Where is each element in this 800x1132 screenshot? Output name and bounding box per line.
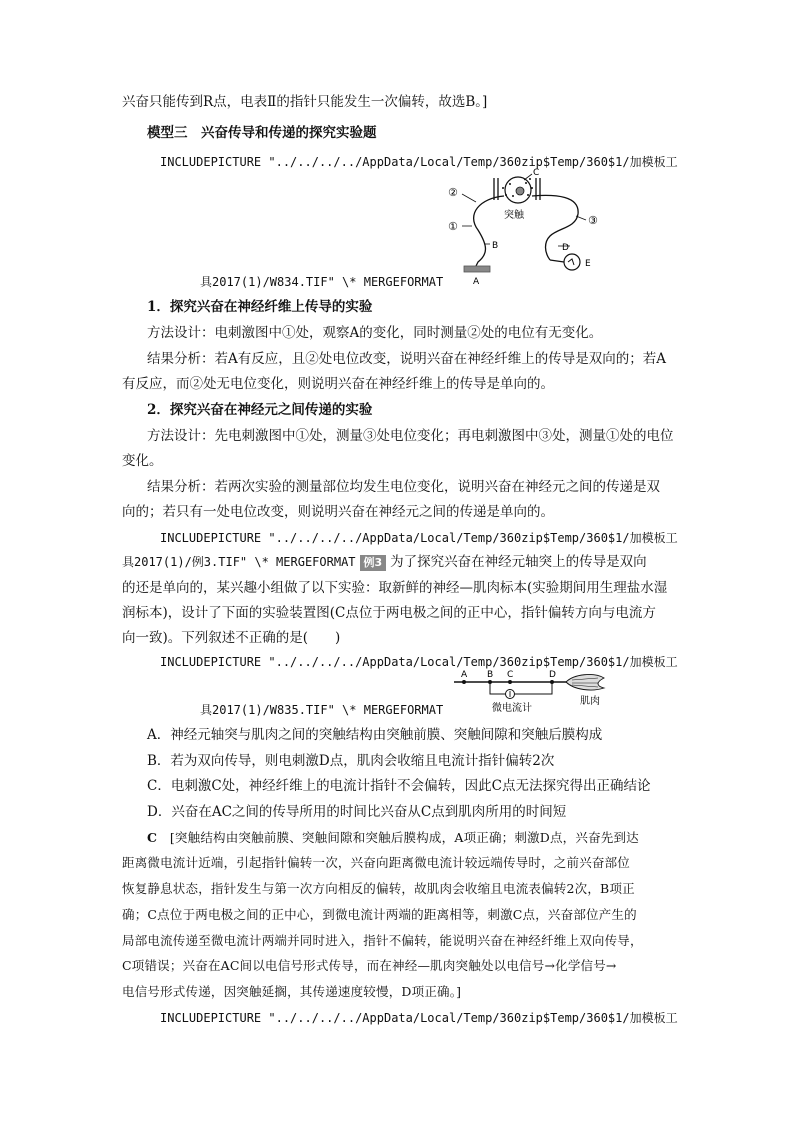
field-code-text: 具2017(1)/例3.TIF" \* MERGEFORMAT	[122, 555, 356, 569]
field-code-line: 具2017(1)/W834.TIF" \* MERGEFORMAT	[200, 275, 444, 289]
subheading-2: 2．探究兴奋在神经元之间传递的实验	[147, 402, 373, 418]
answer-line: 电信号形式传递，因突触延搁，其传递速度较慢，D项正确。]	[122, 984, 462, 999]
text-line: 向的；若只有一处电位改变，则说明兴奋在神经元之间的传递是单向的。	[122, 504, 554, 520]
option-a: A．神经元轴突与肌肉之间的突触结构由突触前膜、突触间隙和突触后膜构成	[147, 727, 603, 743]
field-code-line: INCLUDEPICTURE "../../../../AppData/Local/Temp/360zip$Temp/360$1/加模板工	[160, 155, 678, 169]
example-intro-line	[122, 552, 647, 572]
label-e: E	[585, 259, 591, 269]
text-line: 变化。	[122, 453, 163, 469]
field-code-line: 具2017(1)/W835.TIF" \* MERGEFORMAT	[200, 703, 444, 717]
answer-line: 恢复静息状态，指针发生与第一次方向相反的偏转，故肌肉会收缩且电流表偏转2次，B项正	[122, 881, 635, 896]
label-b: B	[487, 670, 494, 680]
label-synapse: 突触	[504, 210, 524, 221]
section-heading: 模型三 兴奋传导和传递的探究实验题	[147, 125, 377, 141]
subheading-1: 1．探究兴奋在神经纤维上传导的实验	[147, 299, 373, 315]
text-line: 方法设计：先电刺激图中①处，测量③处电位变化；再电刺激图中③处，测量①处的电位	[147, 428, 674, 444]
text-line: 润标本)，设计了下面的实验装置图(C点位于两电极之间的正中心，指针偏转方向与电流方	[122, 605, 656, 621]
effector-plate	[464, 266, 490, 272]
answer-line: 距离微电流计近端，引起指针偏转一次，兴奋向距离微电流计较远端传导时，之前兴奋部位	[122, 855, 631, 870]
text-line: 向一致)。下列叙述不正确的是( )	[122, 630, 341, 646]
answer-text: [突触结构由突触前膜、突触间隙和突触后膜构成，A项正确；刺激D点，兴奋先到达	[169, 830, 639, 845]
text-line: 结果分析：若A有反应，且②处电位改变，说明兴奋在神经纤维上的传导是双向的；若A	[147, 351, 666, 367]
text-line: 兴奋只能传到R点，电表Ⅱ的指针只能发生一次偏转，故选B。]	[122, 94, 488, 110]
neuron-synapse-figure	[440, 166, 610, 290]
field-code-line: INCLUDEPICTURE "../../../../AppData/Local/Temp/360zip$Temp/360$1/加模板工	[160, 531, 678, 545]
label-meter: 微电流计	[492, 703, 532, 714]
text-line: 的还是单向的，某兴趣小组做了以下实验：取新鲜的神经—肌肉标本(实验期间用生理盐水湿	[122, 580, 668, 596]
label-d: D	[549, 670, 556, 680]
label-c: C	[507, 670, 514, 680]
text-line: 有反应，而②处无电位变化，则说明兴奋在神经纤维上的传导是单向的。	[122, 376, 554, 392]
answer-line: C项错误；兴奋在AC间以电信号形式传导，而在神经—肌肉突触处以电信号→化学信号→	[122, 958, 617, 973]
answer-letter: C	[147, 830, 158, 845]
nerve-muscle-figure	[448, 668, 608, 718]
label-a: A	[461, 670, 468, 680]
label-a: A	[473, 277, 480, 287]
label-circle-1: ①	[448, 220, 458, 233]
answer-line: 确；C点位于两电极之间的正中心，到微电流计两端的距离相等，刺激C点，兴奋部位产生的	[122, 907, 637, 922]
option-c: C．电刺激C处，神经纤维上的电流计指针不会偏转，因此C点无法探究得出正确结论	[147, 778, 651, 794]
label-circle-2: ②	[448, 186, 458, 199]
label-circle-3: ③	[588, 214, 598, 227]
option-b: B．若为双向传导，则电刺激D点，肌肉会收缩且电流计指针偏转2次	[147, 753, 555, 769]
option-d: D．兴奋在AC之间的传导所用的时间比兴奋从C点到肌肉所用的时间短	[147, 804, 567, 820]
label-d: D	[562, 243, 569, 253]
muscle-shape	[566, 675, 604, 690]
answer-line: 局部电流传递至微电流计两端并同时进入，指针不偏转，能说明兴奋在神经纤维上双向传导，	[122, 933, 643, 948]
field-code-line: INCLUDEPICTURE "../../../../AppData/Local/Temp/360zip$Temp/360$1/加模板工	[160, 1011, 678, 1025]
field-code-line: INCLUDEPICTURE "../../../../AppData/Local/Temp/360zip$Temp/360$1/加模板工	[160, 655, 678, 669]
text-line: 方法设计：电刺激图中①处，观察A的变化，同时测量②处的电位有无变化。	[147, 325, 603, 341]
text-line: 结果分析：若两次实验的测量部位均发生电位变化，说明兴奋在神经元之间的传递是双	[147, 479, 660, 495]
label-b: B	[492, 241, 499, 251]
answer-line	[147, 828, 639, 848]
label-c: C	[533, 168, 540, 178]
example-text: 为了探究兴奋在神经元轴突上的传导是双向	[390, 554, 647, 570]
label-muscle: 肌肉	[580, 696, 600, 707]
example-badge: 例3	[360, 555, 387, 571]
